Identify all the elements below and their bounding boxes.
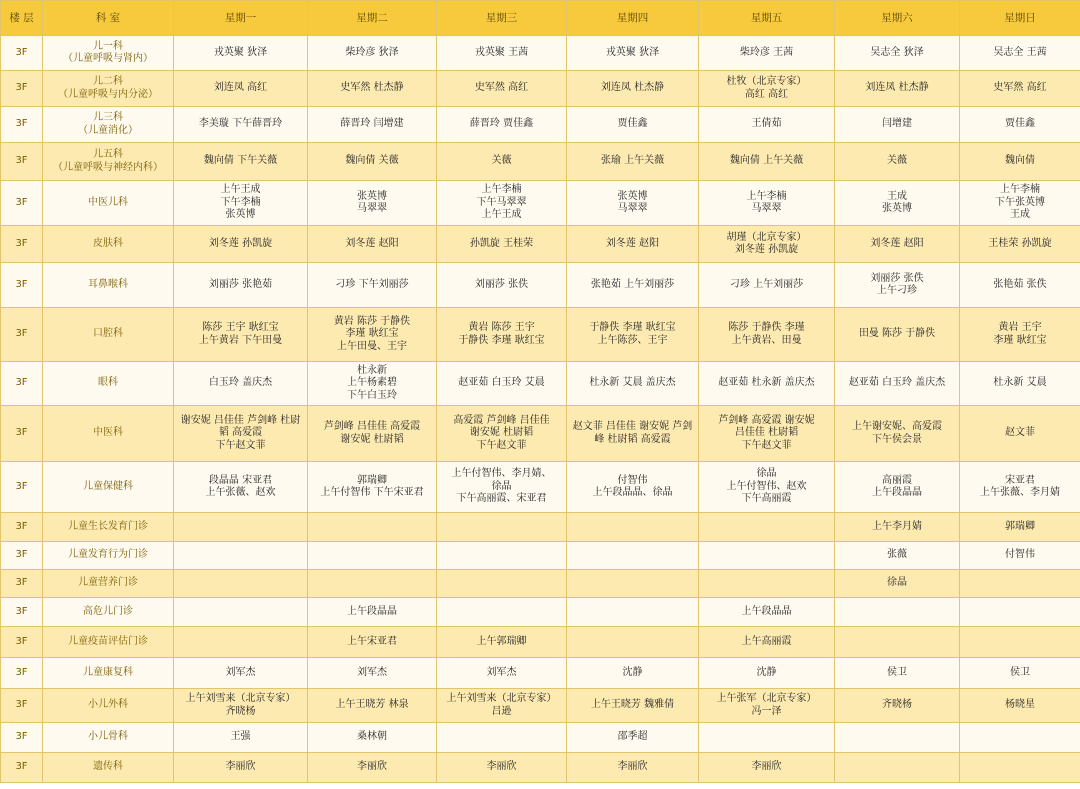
schedule-cell: 齐晓杨 — [835, 689, 960, 723]
table-row — [1, 143, 1080, 181]
schedule-cell: 史军然 杜杰静 — [308, 71, 437, 107]
table-row — [1, 462, 1080, 513]
table-row — [1, 753, 1080, 783]
floor-cell: 3F — [1, 143, 43, 181]
schedule-cell: 杜永新 艾晨 盖庆杰 — [567, 362, 699, 406]
header-day: 星期日 — [960, 1, 1080, 36]
floor-cell: 3F — [1, 308, 43, 362]
schedule-cell: 孙凯旋 王桂荣 — [437, 226, 567, 263]
schedule-cell — [567, 598, 699, 627]
department-cell: 眼科 — [43, 362, 174, 406]
schedule-cell — [835, 723, 960, 753]
floor-cell: 3F — [1, 542, 43, 570]
schedule-cell: 贾佳鑫 — [960, 107, 1080, 143]
header-row — [1, 1, 1080, 36]
floor-cell: 3F — [1, 658, 43, 689]
department-cell: 小儿外科 — [43, 689, 174, 723]
schedule-cell: 戎英聚 狄泽 — [174, 36, 308, 71]
schedule-cell — [437, 598, 567, 627]
schedule-cell: 刘丽莎 张佚 上午刁珍 — [835, 263, 960, 308]
schedule-cell: 上午李楠 下午马翠翠 上午王成 — [437, 181, 567, 226]
schedule-cell: 魏向倩 下午关薇 — [174, 143, 308, 181]
department-cell: 儿一科 （儿童呼吸与肾内） — [43, 36, 174, 71]
floor-cell: 3F — [1, 226, 43, 263]
schedule-cell: 赵亚茹 白玉玲 盖庆杰 — [835, 362, 960, 406]
table-row — [1, 723, 1080, 753]
table-row — [1, 406, 1080, 462]
table-row — [1, 513, 1080, 542]
schedule-cell: 史军然 高红 — [437, 71, 567, 107]
schedule-cell: 刘冬莲 赵阳 — [567, 226, 699, 263]
schedule-cell — [437, 570, 567, 598]
schedule-cell — [174, 542, 308, 570]
header-floor: 楼 层 — [1, 1, 43, 36]
schedule-cell: 薛晋玲 贾佳鑫 — [437, 107, 567, 143]
schedule-cell: 张艳茹 张佚 — [960, 263, 1080, 308]
header-day: 星期一 — [174, 1, 308, 36]
table-row — [1, 263, 1080, 308]
schedule-cell: 刘冬莲 赵阳 — [835, 226, 960, 263]
schedule-cell — [308, 513, 437, 542]
schedule-cell: 李丽欣 — [174, 753, 308, 783]
schedule-cell: 上午刘雪来（北京专家） 吕逊 — [437, 689, 567, 723]
schedule-cell: 李美璇 下午薛晋玲 — [174, 107, 308, 143]
department-cell: 遗传科 — [43, 753, 174, 783]
schedule-body — [1, 36, 1080, 783]
schedule-cell — [437, 542, 567, 570]
schedule-cell: 赵文菲 吕佳佳 谢安妮 芦剑峰 杜尉韬 高爱霞 — [567, 406, 699, 462]
schedule-cell: 上午李楠 马翠翠 — [699, 181, 835, 226]
department-cell: 儿二科 （儿童呼吸与内分泌） — [43, 71, 174, 107]
schedule-cell: 李丽欣 — [699, 753, 835, 783]
schedule-cell — [437, 723, 567, 753]
schedule-cell: 魏向倩 关薇 — [308, 143, 437, 181]
floor-cell: 3F — [1, 263, 43, 308]
schedule-cell: 关薇 — [835, 143, 960, 181]
table-row — [1, 658, 1080, 689]
schedule-cell — [308, 570, 437, 598]
schedule-cell: 李丽欣 — [308, 753, 437, 783]
schedule-cell — [960, 598, 1080, 627]
schedule-cell: 刘军杰 — [308, 658, 437, 689]
header-day: 星期六 — [835, 1, 960, 36]
schedule-cell — [699, 723, 835, 753]
table-row — [1, 71, 1080, 107]
schedule-cell: 李丽欣 — [567, 753, 699, 783]
schedule-cell: 徐晶 — [835, 570, 960, 598]
schedule-cell: 上午王晓芳 魏雅倩 — [567, 689, 699, 723]
schedule-cell: 刘军杰 — [174, 658, 308, 689]
schedule-cell — [567, 542, 699, 570]
schedule-cell — [699, 570, 835, 598]
floor-cell: 3F — [1, 181, 43, 226]
schedule-cell: 薛晋玲 闫增建 — [308, 107, 437, 143]
schedule-cell: 张英博 马翠翠 — [567, 181, 699, 226]
schedule-cell — [835, 627, 960, 658]
department-cell: 儿三科 （儿童消化） — [43, 107, 174, 143]
table-row — [1, 627, 1080, 658]
department-cell: 高危儿门诊 — [43, 598, 174, 627]
floor-cell: 3F — [1, 107, 43, 143]
schedule-cell: 宋亚君 上午张薇、李月婧 — [960, 462, 1080, 513]
schedule-cell: 高丽霞 上午段晶晶 — [835, 462, 960, 513]
department-cell: 耳鼻喉科 — [43, 263, 174, 308]
schedule-cell: 杜永新 上午杨素碧 下午白玉玲 — [308, 362, 437, 406]
schedule-cell: 刁珍 下午刘丽莎 — [308, 263, 437, 308]
schedule-cell — [567, 570, 699, 598]
schedule-cell — [174, 598, 308, 627]
floor-cell: 3F — [1, 462, 43, 513]
schedule-cell: 付智伟 — [960, 542, 1080, 570]
schedule-cell: 李丽欣 — [437, 753, 567, 783]
schedule-cell: 史军然 高红 — [960, 71, 1080, 107]
schedule-cell: 王桂荣 孙凯旋 — [960, 226, 1080, 263]
table-row — [1, 107, 1080, 143]
schedule-cell: 刘冬莲 赵阳 — [308, 226, 437, 263]
schedule-cell: 侯卫 — [835, 658, 960, 689]
schedule-cell: 刘冬莲 孙凯旋 — [174, 226, 308, 263]
schedule-cell: 王倩茹 — [699, 107, 835, 143]
floor-cell: 3F — [1, 627, 43, 658]
schedule-cell — [699, 513, 835, 542]
schedule-cell — [960, 723, 1080, 753]
schedule-cell: 魏向倩 上午关薇 — [699, 143, 835, 181]
schedule-cell: 吴志全 狄泽 — [835, 36, 960, 71]
schedule-cell — [699, 542, 835, 570]
schedule-cell: 侯卫 — [960, 658, 1080, 689]
department-cell: 儿童发育行为门诊 — [43, 542, 174, 570]
floor-cell: 3F — [1, 723, 43, 753]
table-row — [1, 570, 1080, 598]
schedule-cell: 柴玲彦 狄泽 — [308, 36, 437, 71]
header-day: 星期二 — [308, 1, 437, 36]
schedule-cell: 戎英聚 狄泽 — [567, 36, 699, 71]
department-cell: 中医儿科 — [43, 181, 174, 226]
schedule-cell: 邵季超 — [567, 723, 699, 753]
table-row — [1, 226, 1080, 263]
table-row — [1, 598, 1080, 627]
schedule-cell: 黄岩 王宇 李瑾 耿红宝 — [960, 308, 1080, 362]
schedule-cell: 贾佳鑫 — [567, 107, 699, 143]
floor-cell: 3F — [1, 406, 43, 462]
schedule-cell: 郭瑞卿 — [960, 513, 1080, 542]
department-cell: 儿童疫苗评估门诊 — [43, 627, 174, 658]
floor-cell: 3F — [1, 71, 43, 107]
floor-cell: 3F — [1, 36, 43, 71]
schedule-cell: 王成 张英博 — [835, 181, 960, 226]
table-row — [1, 308, 1080, 362]
schedule-cell: 张英博 马翠翠 — [308, 181, 437, 226]
schedule-cell: 谢安妮 吕佳佳 芦剑峰 杜尉韬 高爱霞 下午赵文菲 — [174, 406, 308, 462]
header-day: 星期四 — [567, 1, 699, 36]
department-cell: 儿童营养门诊 — [43, 570, 174, 598]
header-day: 星期五 — [699, 1, 835, 36]
schedule-cell — [174, 513, 308, 542]
floor-cell: 3F — [1, 689, 43, 723]
schedule-cell: 关薇 — [437, 143, 567, 181]
schedule-cell: 上午段晶晶 — [308, 598, 437, 627]
schedule-cell: 黄岩 陈莎 王宇 于静佚 李瑾 耿红宝 — [437, 308, 567, 362]
schedule-cell: 刘军杰 — [437, 658, 567, 689]
table-row — [1, 362, 1080, 406]
schedule-cell: 桑林朝 — [308, 723, 437, 753]
schedule-cell — [567, 627, 699, 658]
schedule-cell: 胡瑾（北京专家） 刘冬莲 孙凯旋 — [699, 226, 835, 263]
schedule-cell — [567, 513, 699, 542]
header-dept: 科 室 — [43, 1, 174, 36]
schedule-cell — [835, 598, 960, 627]
schedule-cell: 沈静 — [567, 658, 699, 689]
schedule-cell: 上午李月婧 — [835, 513, 960, 542]
schedule-cell — [174, 570, 308, 598]
schedule-cell: 上午李楠 下午张英博 王成 — [960, 181, 1080, 226]
schedule-cell: 黄岩 陈莎 于静佚 李瑾 耿红宝 上午田曼、王宇 — [308, 308, 437, 362]
department-cell: 口腔科 — [43, 308, 174, 362]
schedule-cell: 上午宋亚君 — [308, 627, 437, 658]
schedule-cell: 杨晓星 — [960, 689, 1080, 723]
schedule-cell: 上午谢安妮、高爱霞 下午侯会景 — [835, 406, 960, 462]
schedule-cell: 田曼 陈莎 于静佚 — [835, 308, 960, 362]
schedule-cell: 上午张军（北京专家） 冯一泽 — [699, 689, 835, 723]
schedule-cell: 芦剑峰 高爱霞 谢安妮 吕佳佳 杜尉韬 下午赵文菲 — [699, 406, 835, 462]
schedule-cell — [960, 570, 1080, 598]
schedule-cell — [960, 627, 1080, 658]
schedule-cell — [835, 753, 960, 783]
schedule-cell: 张瑜 上午关薇 — [567, 143, 699, 181]
schedule-cell: 戎英聚 王茜 — [437, 36, 567, 71]
schedule-cell: 沈静 — [699, 658, 835, 689]
schedule-cell: 徐晶 上午付智伟、赵欢 下午高丽霞 — [699, 462, 835, 513]
floor-cell: 3F — [1, 570, 43, 598]
department-cell: 儿童生长发育门诊 — [43, 513, 174, 542]
table-row — [1, 36, 1080, 71]
schedule-cell: 刘连凤 杜杰静 — [835, 71, 960, 107]
schedule-cell: 上午王晓芳 林泉 — [308, 689, 437, 723]
schedule-cell: 上午刘雪来（北京专家） 齐晓杨 — [174, 689, 308, 723]
schedule-cell: 上午郭瑞卿 — [437, 627, 567, 658]
schedule-cell: 陈莎 王宇 耿红宝 上午黄岩 下午田曼 — [174, 308, 308, 362]
department-cell: 儿童康复科 — [43, 658, 174, 689]
schedule-cell: 段晶晶 宋亚君 上午张薇、赵欢 — [174, 462, 308, 513]
schedule-cell — [960, 753, 1080, 783]
department-cell: 中医科 — [43, 406, 174, 462]
schedule-cell: 于静佚 李瑾 耿红宝 上午陈莎、王宇 — [567, 308, 699, 362]
schedule-cell: 芦剑峰 吕佳佳 高爱霞 谢安妮 杜尉韬 — [308, 406, 437, 462]
schedule-cell: 刘连凤 高红 — [174, 71, 308, 107]
schedule-cell: 赵亚茹 杜永新 盖庆杰 — [699, 362, 835, 406]
department-cell: 皮肤科 — [43, 226, 174, 263]
schedule-cell: 高爱霞 芦剑峰 吕佳佳 谢安妮 杜尉韬 下午赵文菲 — [437, 406, 567, 462]
schedule-cell — [174, 627, 308, 658]
floor-cell: 3F — [1, 598, 43, 627]
header-day: 星期三 — [437, 1, 567, 36]
schedule-cell: 郭瑞卿 上午付智伟 下午宋亚君 — [308, 462, 437, 513]
schedule-cell: 王强 — [174, 723, 308, 753]
schedule-cell: 刁珍 上午刘丽莎 — [699, 263, 835, 308]
schedule-cell: 刘连凤 杜杰静 — [567, 71, 699, 107]
schedule-cell: 陈莎 于静佚 李瑾 上午黄岩、田曼 — [699, 308, 835, 362]
schedule-cell — [437, 513, 567, 542]
department-cell: 儿童保健科 — [43, 462, 174, 513]
schedule-cell: 上午高丽霞 — [699, 627, 835, 658]
schedule-cell: 上午王成 下午李楠 张英博 — [174, 181, 308, 226]
department-cell: 儿五科 （儿童呼吸与神经内科） — [43, 143, 174, 181]
floor-cell: 3F — [1, 362, 43, 406]
schedule-cell: 杜牧（北京专家） 高红 高红 — [699, 71, 835, 107]
floor-cell: 3F — [1, 513, 43, 542]
schedule-cell: 上午付智伟、李月婧、 徐晶 下午高丽霞、宋亚君 — [437, 462, 567, 513]
schedule-cell: 柴玲彦 王茜 — [699, 36, 835, 71]
schedule-cell: 付智伟 上午段晶晶、徐晶 — [567, 462, 699, 513]
schedule-cell: 赵亚茹 白玉玲 艾晨 — [437, 362, 567, 406]
schedule-cell: 杜永新 艾晨 — [960, 362, 1080, 406]
schedule-cell — [308, 542, 437, 570]
schedule-cell: 赵文菲 — [960, 406, 1080, 462]
schedule-cell: 张薇 — [835, 542, 960, 570]
schedule-cell: 张艳茹 上午刘丽莎 — [567, 263, 699, 308]
floor-cell: 3F — [1, 753, 43, 783]
table-row — [1, 542, 1080, 570]
schedule-cell: 上午段晶晶 — [699, 598, 835, 627]
schedule-cell: 刘丽莎 张艳茹 — [174, 263, 308, 308]
schedule-cell: 刘丽莎 张佚 — [437, 263, 567, 308]
schedule-cell: 闫增建 — [835, 107, 960, 143]
table-row — [1, 689, 1080, 723]
department-cell: 小儿骨科 — [43, 723, 174, 753]
schedule-cell: 魏向倩 — [960, 143, 1080, 181]
table-row — [1, 181, 1080, 226]
schedule-cell: 吴志全 王茜 — [960, 36, 1080, 71]
schedule-cell: 白玉玲 盖庆杰 — [174, 362, 308, 406]
